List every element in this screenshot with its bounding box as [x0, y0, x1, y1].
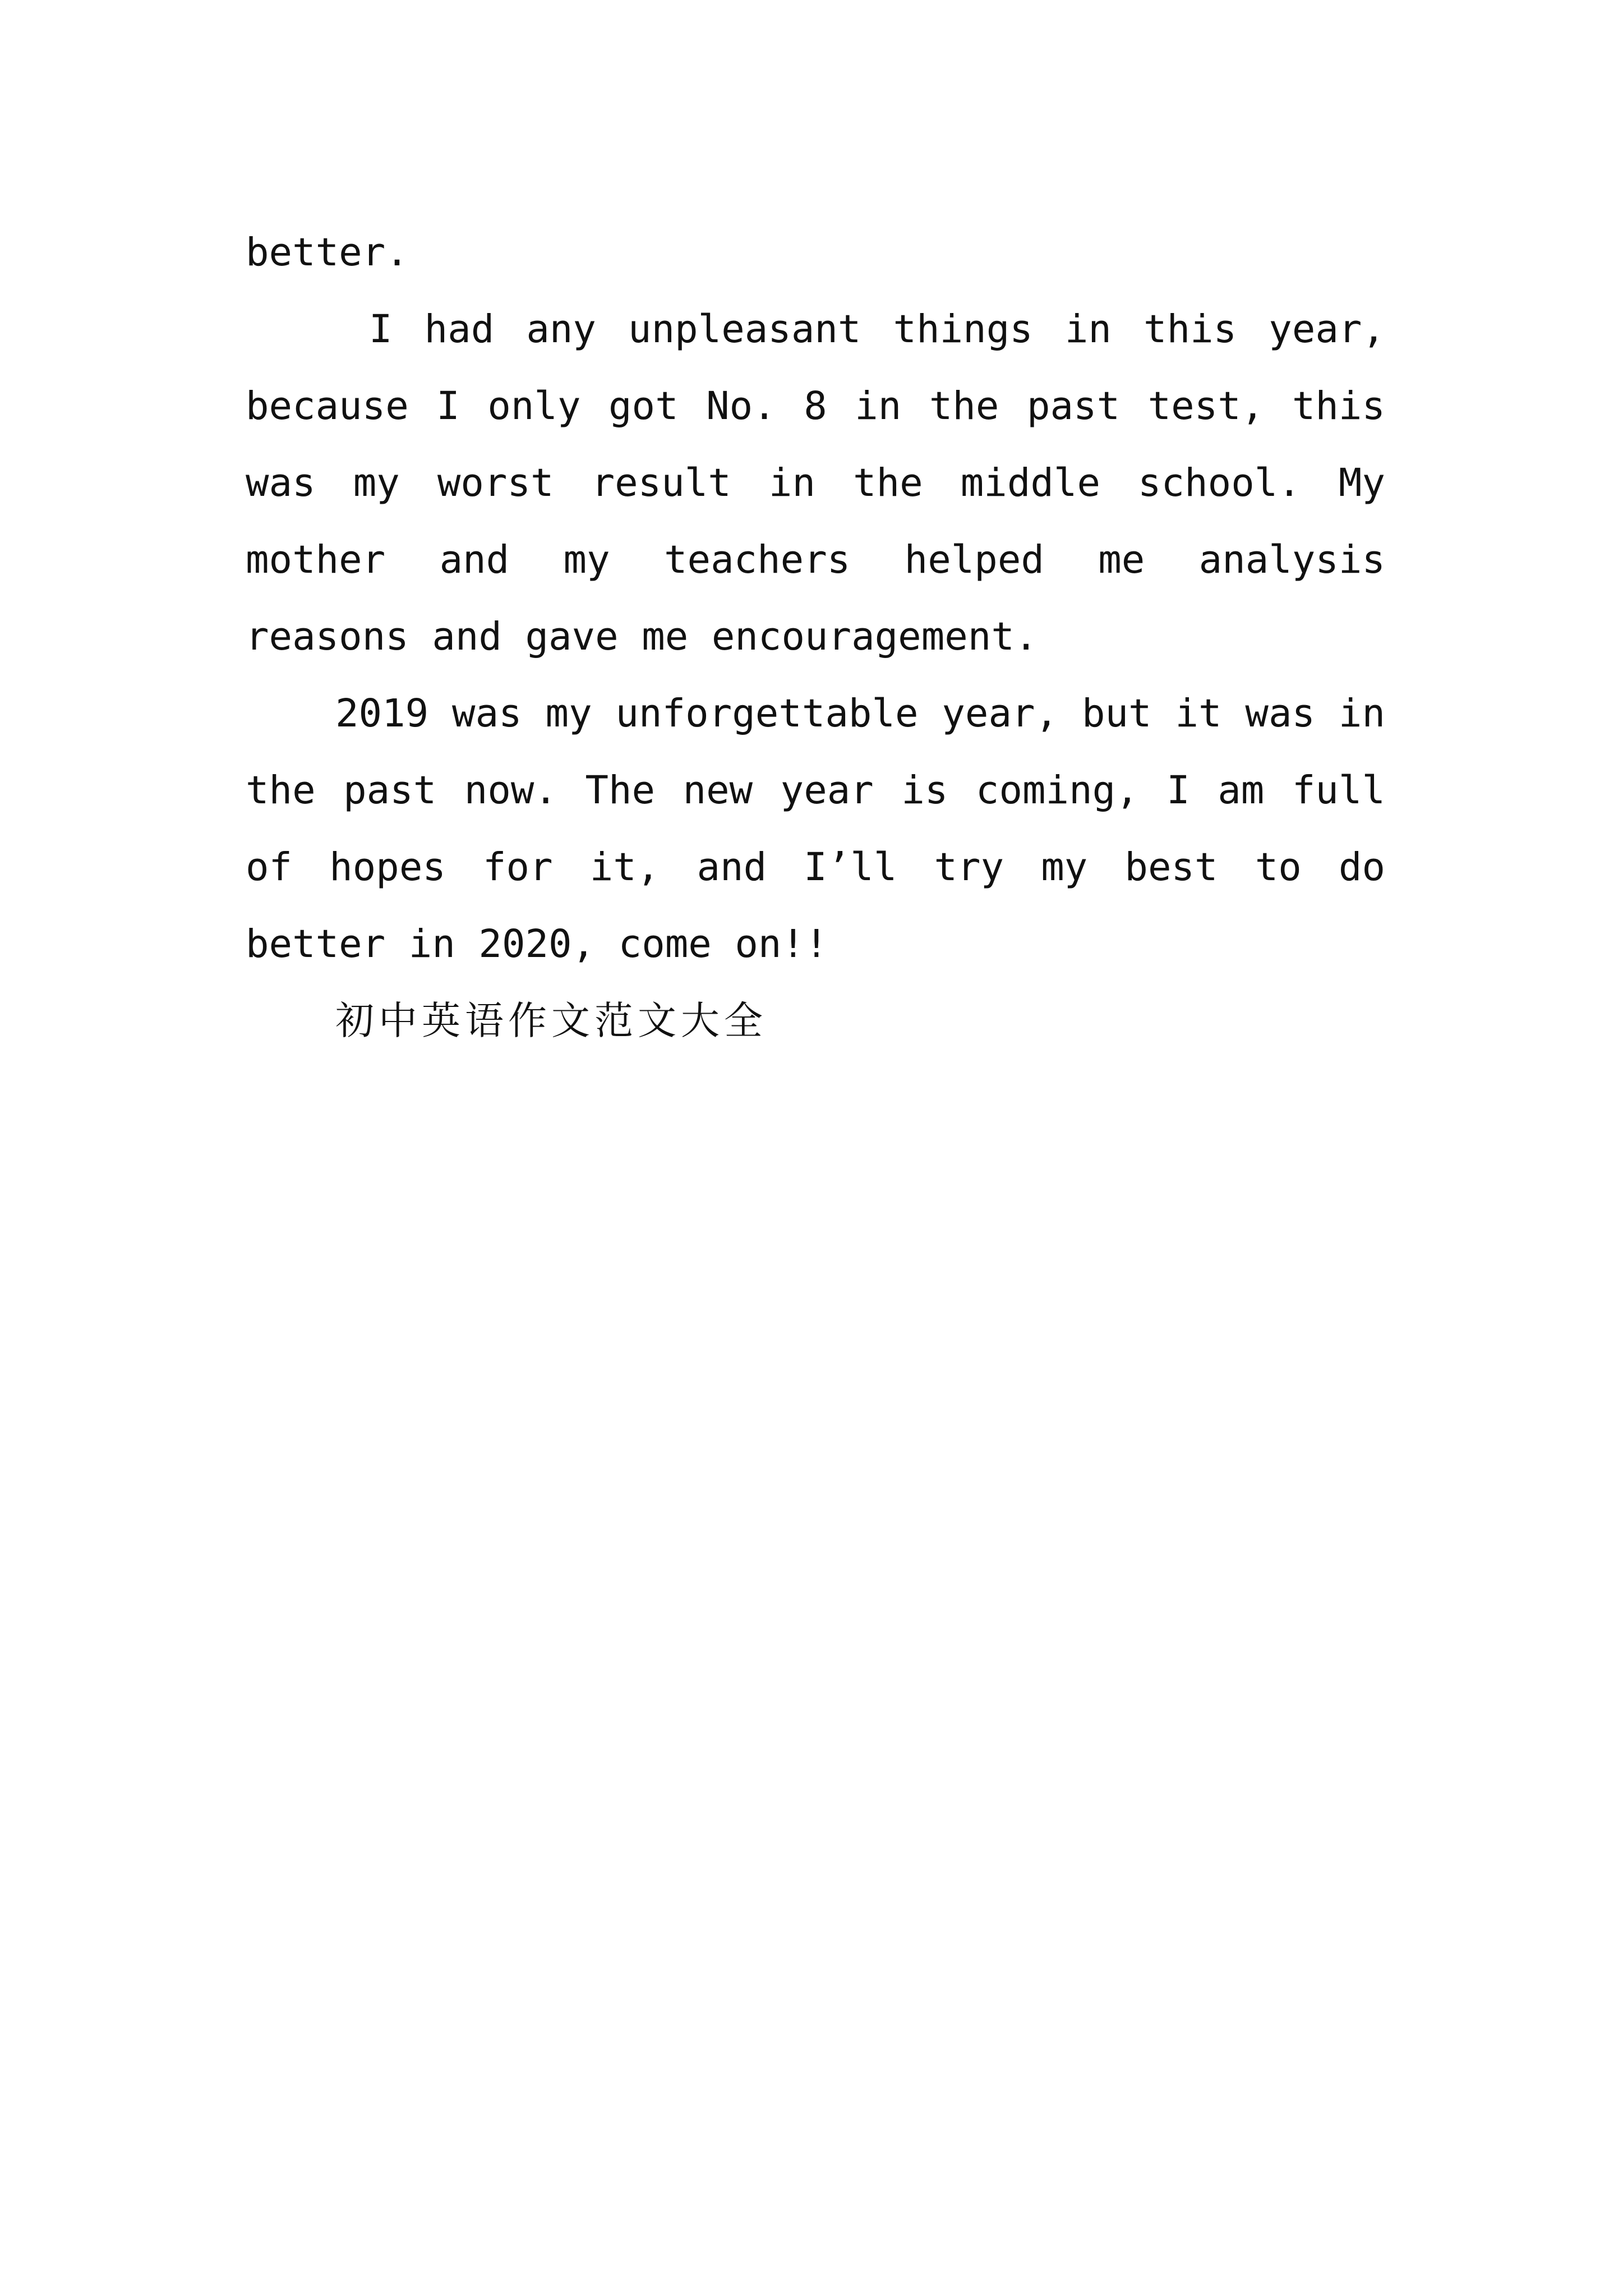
- paragraph-continuation: better.: [246, 230, 409, 275]
- paragraph-unpleasant-things: I had any unpleasant things in this year, because I only got No. 8 in the past test, this was my worst result in the middle school. My mother and my teachers helped me analysis reasons and gave me encouragement.: [246, 307, 1385, 659]
- paragraph-unforgettable-year: 2019 was my unforgettable year, but it was in the past now. The new year is coming, I am full of hopes for it, and I’ll try my best to do better in 2020, come on!!: [246, 691, 1385, 967]
- document-body: [246, 214, 1385, 1060]
- collection-title: 初中英语作文范文大全: [335, 999, 767, 1043]
